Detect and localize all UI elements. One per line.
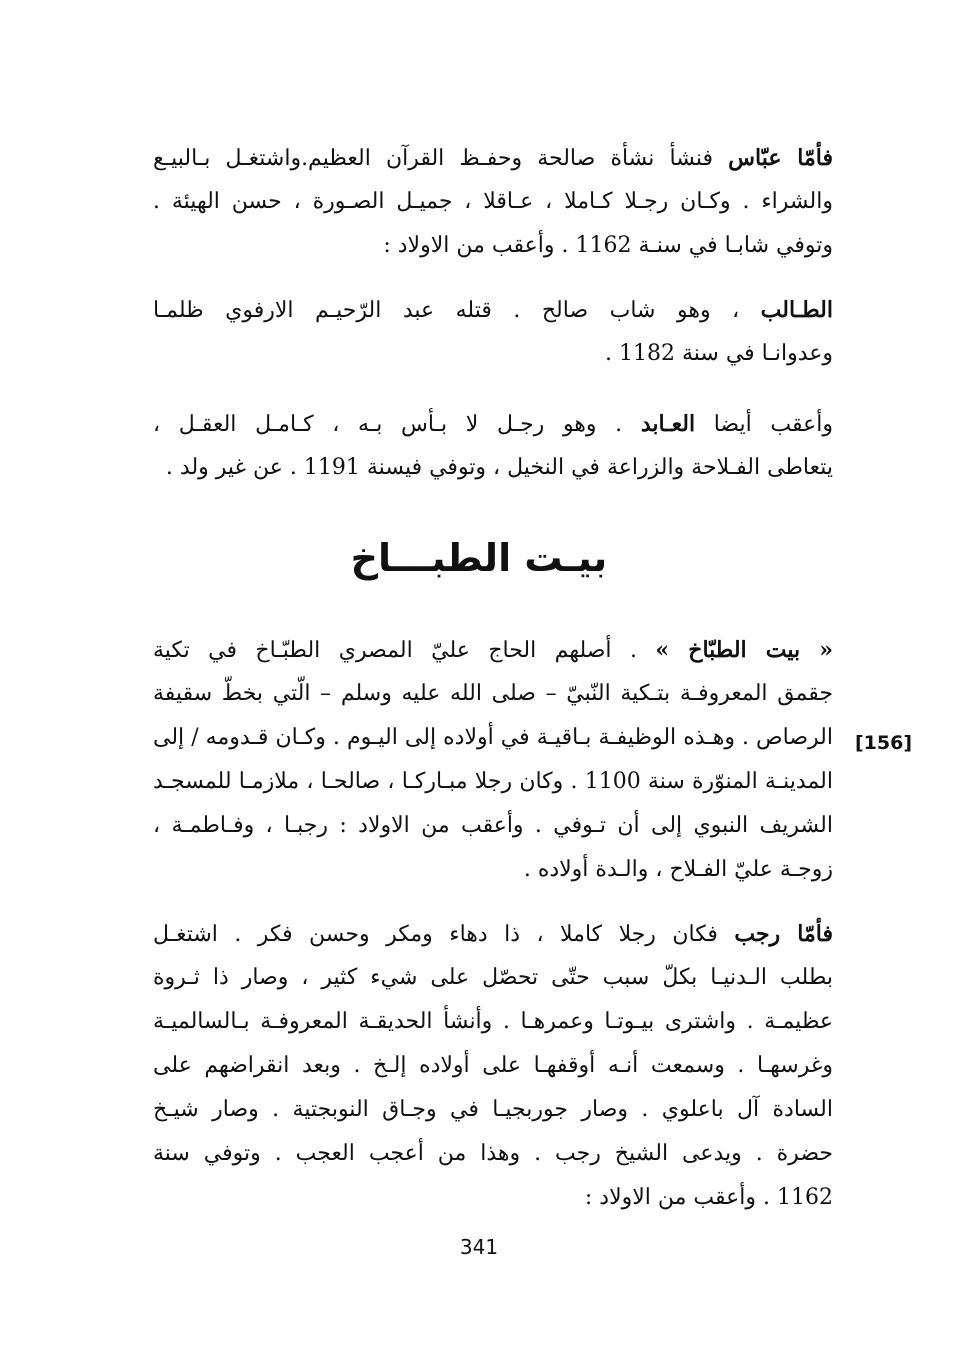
text-line: بطلب الـدنيـا بكلّ سبب حتّى تحصّل على شيء كثير ، وصار ذا ثـروة xyxy=(153,965,833,990)
text-line: فأمّا رجب فكان رجلا كاملا ، ذا دهاء ومكر وحسن فكر . اشتغـل xyxy=(153,921,833,947)
text-line: فأمّا عبّاس فنشأ نشأة صالحة وحفـظ القرآن العظيم.واشتغـل بـالبيـع xyxy=(153,145,833,171)
text-line: والشراء . وكـان رجـلا كـاملا ، عـاقلا ، جميـل الصـورة ، حسن الهيئة . xyxy=(153,189,833,214)
text-line: جقمق المعروفـة بتـكية النّبيّ – صلى الله عليه وسلم – الّتي بخطّ سقيفة xyxy=(153,681,833,706)
paragraph-talib xyxy=(153,288,833,376)
paragraph-abbas xyxy=(153,136,833,268)
text-line: الطـالب ، وهو شاب صالح . قتله عبد الرّحيـم الارفوي ظلمـا xyxy=(153,297,833,323)
text-line: « بيت الطبّاخ » . أصلهم الحاج عليّ المصري الطبّـاخ في تكية xyxy=(153,637,833,663)
text-line: عظيمـة . واشترى بيـوتـا وعمرهـا . وأنشأ الحديقـة المعروفـة بـالسالميـة xyxy=(153,1009,833,1034)
text-line: وغرسهـا . وسمعت أنـه أوقفهـا على أولاده إلـخ . وبعد انقراضهم على xyxy=(153,1053,833,1078)
margin-page-reference: [156] xyxy=(855,732,913,754)
text-line: حضرة . ويدعى الشيخ رجب . وهذا من أعجب العجب . وتوفي سنة xyxy=(153,1141,833,1166)
paragraph-abid xyxy=(153,402,833,490)
paragraph-rajab xyxy=(153,912,833,1220)
page-number: 341 xyxy=(459,1235,499,1259)
text-line: المدينـة المنوّرة سنة 1100 . وكان رجلا مبـاركـا ، صالحـا ، ملازمـا للمسجـد xyxy=(153,769,833,794)
paragraph-bayt-tabbakh xyxy=(153,628,833,892)
section-heading: بيـت الطبـــاخ xyxy=(350,536,608,580)
text-line: الشريف النبوي إلى أن تـوفي . وأعقب من الاولاد : رجبـا ، وفـاطمـة ، xyxy=(153,813,833,838)
text-line: يتعاطى الفـلاحة والزراعة في النخيل ، وتوفي فيسنة 1191 . عن غير ولد . xyxy=(165,455,833,480)
text-line: وعدوانـا في سنة 1182 . xyxy=(604,341,833,366)
text-line: وأعقب أيضا العـابد . وهو رجـل لا بـأس بـه ، كـامـل العقـل ، xyxy=(153,411,833,437)
text-line: وتوفي شابـا في سنـة 1162 . وأعقب من الاولاد : xyxy=(383,233,833,258)
text-line: 1162 . وأعقب من الاولاد : xyxy=(584,1185,833,1210)
text-line: الرصاص . وهـذه الوظيفـة بـاقيـة في أولاده إلى اليـوم . وكـان قـدومه / إلى xyxy=(153,725,833,750)
text-line: زوجـة عليّ الفـلاح ، والـدة أولاده . xyxy=(523,857,833,882)
text-line: السادة آل باعلوي . وصار جوربجيـا في وجـاق النوبجتية . وصار شيـخ xyxy=(153,1097,833,1122)
